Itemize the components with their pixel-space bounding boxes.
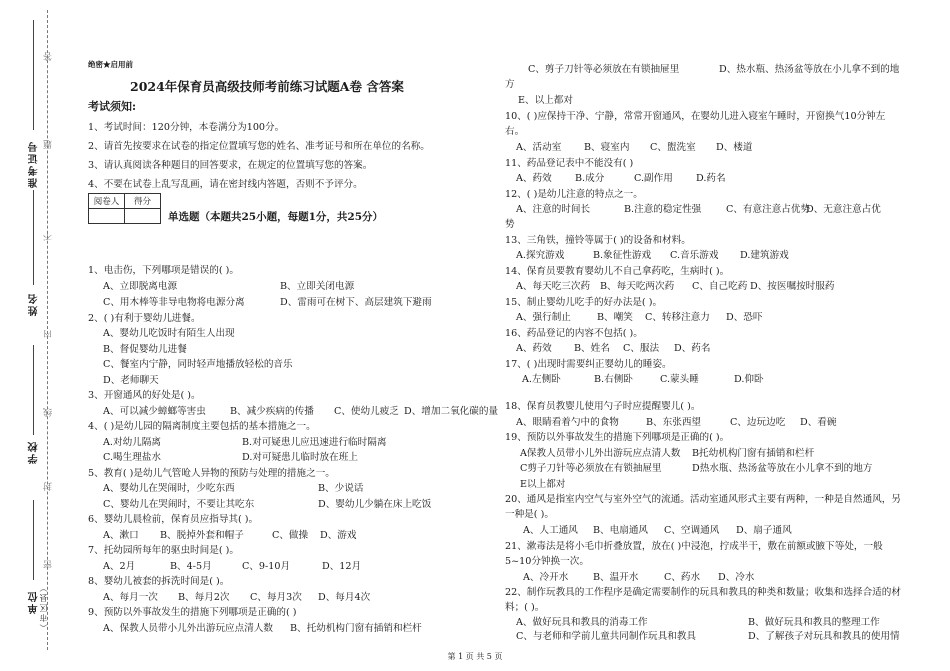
option[interactable]: A、药效 — [516, 343, 552, 354]
option[interactable]: A、眼睛看着勺中的食物 — [516, 417, 619, 428]
margin-mark-da: 答 — [44, 52, 54, 61]
option[interactable]: B、脱掉外套和帽子 — [160, 530, 244, 541]
option[interactable]: D、了解孩子对玩具和教具的使用情 — [748, 631, 900, 642]
option[interactable]: B、托幼机构门窗有插销和栏杆 — [290, 623, 422, 634]
option[interactable]: B、电扇通风 — [593, 525, 649, 536]
question-1: 1、电击伤，下列哪项是错误的( )。 — [88, 265, 239, 276]
notice-heading: 考试须知: — [88, 100, 137, 113]
option[interactable]: C、转移注意力 — [645, 312, 710, 323]
question-4: 4、( )是幼儿园的隔离制度主要包括的基本措施之一。 — [88, 421, 316, 432]
option[interactable]: A、冷开水 — [523, 572, 569, 583]
page-footer: 第 1 页 共 5 页 — [447, 652, 503, 661]
option[interactable]: C、盥洗室 — [650, 142, 696, 153]
xingming-label: 姓名 — [29, 292, 40, 316]
option[interactable]: E、以上都对 — [518, 95, 573, 106]
option[interactable]: A、活动室 — [516, 142, 562, 153]
option[interactable]: B、立即关闭电源 — [280, 281, 355, 292]
question-continuation: 右。 — [505, 126, 525, 137]
question-continuation: 一种是( )。 — [505, 509, 554, 520]
option[interactable]: D、扇子通风 — [736, 525, 792, 536]
option[interactable]: B.象征性游戏 — [593, 250, 652, 261]
zhunkaozheng-label: 准考证号 — [29, 140, 40, 188]
option[interactable]: B、减少疾病的传播 — [230, 406, 314, 417]
option[interactable]: C.蒙头睡 — [660, 374, 699, 385]
option[interactable]: D、婴幼儿少躺在床上吃饭 — [318, 499, 432, 510]
option-continuation: 势 — [505, 219, 515, 230]
score-cell[interactable] — [125, 209, 161, 224]
option[interactable]: C、9-10月 — [242, 561, 291, 572]
option[interactable]: B.对可疑患儿应迅速进行临时隔离 — [242, 437, 387, 448]
option[interactable]: A、立即脱离电源 — [103, 281, 178, 292]
margin-mark-feng: 封 — [44, 482, 54, 491]
question-17: 17、( )出现时需要纠正婴幼儿的睡姿。 — [505, 359, 672, 370]
option[interactable]: B、姓名 — [574, 343, 610, 354]
option[interactable]: C、与老师和学前儿童共同制作玩具和教具 — [516, 631, 697, 642]
option[interactable]: B、东张西望 — [646, 417, 702, 428]
option[interactable]: D、游戏 — [320, 530, 357, 541]
option[interactable]: C、使幼儿疲乏 — [334, 406, 399, 417]
question-12: 12、( )是幼儿注意的特点之一。 — [505, 189, 643, 200]
option[interactable]: B.成分 — [575, 173, 605, 184]
option[interactable]: D、老师聊天 — [103, 375, 159, 386]
option[interactable]: A、婴幼儿在哭闹时，少吃东西 — [103, 483, 235, 494]
question-21: 21、漱毒法是将小毛巾折叠放置，放在( )中浸泡，拧成半干，敷在前额或腋下等处，一般 — [505, 541, 883, 552]
option[interactable]: A、强行制止 — [516, 312, 571, 323]
question-continuation: 料；( )。 — [505, 602, 545, 613]
option[interactable]: A.探究游戏 — [516, 250, 565, 261]
question-20: 20、通风是指室内空气与室外空气的流通。活动室通风形式主要有两种，一种是自然通风，另 — [505, 494, 901, 505]
score-table-score-header: 得分 — [125, 194, 161, 209]
question-14: 14、保育员要教育婴幼儿不自己拿药吃，生病时( )。 — [505, 266, 730, 277]
option[interactable]: D、12月 — [322, 561, 362, 572]
option[interactable]: C、做操 — [272, 530, 309, 541]
option[interactable]: A、每天吃三次药 — [516, 281, 591, 292]
option[interactable]: A、婴幼儿吃饭时有陌生人出现 — [103, 328, 235, 339]
option[interactable]: B.右侧卧 — [594, 374, 633, 385]
shiquxian-label: （市区县） — [39, 582, 48, 632]
notice-item: 3、请认真阅读各种题目的回答要求，在规定的位置填写您的答案。 — [88, 160, 373, 171]
option[interactable]: D、楼道 — [716, 142, 753, 153]
option[interactable]: B、每天吃两次药 — [600, 281, 675, 292]
notice-item: 4、不要在试卷上乱写乱画，请在密封线内答题，否则不予评分。 — [88, 179, 363, 190]
option[interactable]: D、雷雨可在树下、高层建筑下避雨 — [280, 297, 432, 308]
notice-item: 1、考试时间：120分钟，本卷满分为100分。 — [88, 122, 285, 133]
option[interactable]: A、注意的时间长 — [516, 204, 591, 215]
reviewer-cell[interactable] — [89, 209, 125, 224]
option[interactable]: D、按医嘱按时服药 — [750, 281, 835, 292]
danwei-label: 单位 — [29, 590, 40, 614]
question-2: 2、( )有利于婴幼儿进餐。 — [88, 313, 201, 324]
option[interactable]: C、剪子刀针等必须放在有锁抽屉里 — [528, 64, 680, 75]
option[interactable]: B、做好玩具和教具的整理工作 — [748, 617, 880, 628]
notice-item: 2、请首先按要求在试卷的指定位置填写您的姓名、准考证号和所在单位的名称。 — [88, 141, 430, 152]
question-11: 11、药品登记表中不能没有( ) — [505, 158, 634, 169]
option[interactable]: C.副作用 — [634, 173, 673, 184]
option[interactable]: D.药名 — [696, 173, 726, 184]
option[interactable]: D热水瓶、热汤盆等放在小儿拿不到的地方 — [692, 463, 873, 474]
option[interactable]: C、服法 — [623, 343, 660, 354]
option[interactable]: D.仰卧 — [734, 374, 764, 385]
question-5: 5、教育( )是幼儿气管呛人异物的预防与处理的措施之一。 — [88, 468, 335, 479]
question-19: 19、预防以外事故发生的措施下列哪项是正确的( )。 — [505, 432, 730, 443]
option[interactable]: C.音乐游戏 — [670, 250, 719, 261]
question-10: 10、( )应保持干净、宁静，常常开窗通风，在婴幼儿进入寝室午睡时，开窗换气10分钟左 — [505, 111, 886, 122]
option[interactable]: D、无意注意占优 — [806, 204, 881, 215]
question-7: 7、托幼园所每年的驱虫时间是( )。 — [88, 545, 239, 556]
option[interactable]: B、寝室内 — [584, 142, 630, 153]
option[interactable]: E以上都对 — [520, 479, 566, 490]
question-continuation: 5~10分钟换一次。 — [505, 556, 589, 567]
option[interactable]: D、恐吓 — [726, 312, 763, 323]
option[interactable]: A、2月 — [103, 561, 136, 572]
question-15: 15、制止婴幼儿吃手的好办法是( )。 — [505, 297, 663, 308]
option[interactable]: A、人工通风 — [523, 525, 578, 536]
option[interactable]: C.喝生理盐水 — [103, 452, 162, 463]
option[interactable]: A保教人员带小儿外出游玩应点清人数 — [520, 448, 681, 459]
score-table-reviewer-header: 阅卷人 — [89, 194, 125, 209]
option[interactable]: B、少说话 — [318, 483, 364, 494]
xuexiao-field[interactable] — [33, 345, 34, 435]
option[interactable]: D、看碗 — [800, 417, 837, 428]
question-22: 22、制作玩教具的工作程序是确定需要制作的玩具和教具的种类和数量；收集和选择合适的材 — [505, 587, 901, 598]
option[interactable]: B、嘲笑 — [597, 312, 633, 323]
option[interactable]: B、温开水 — [593, 572, 639, 583]
option[interactable]: C剪子刀针等必须放在有锁抽屉里 — [520, 463, 662, 474]
option[interactable]: C、药水 — [664, 572, 701, 583]
option[interactable]: D.对可疑患儿临时放在班上 — [242, 452, 358, 463]
danwei-field[interactable] — [33, 500, 34, 580]
zhunkaozheng-field[interactable] — [33, 20, 34, 130]
option[interactable]: D.建筑游戏 — [740, 250, 789, 261]
question-8: 8、婴幼儿被套的拆洗时间是( )。 — [88, 576, 230, 587]
option[interactable]: C、每月3次 — [250, 592, 302, 603]
option[interactable]: C、有意注意占优势 — [726, 204, 811, 215]
question-9: 9、预防以外事故发生的措施下列哪项是正确的( ) — [88, 607, 297, 618]
xingming-field[interactable] — [33, 190, 34, 285]
margin-mark-xian: 线 — [44, 408, 54, 417]
xuexiao-label: 学校 — [29, 440, 40, 464]
option[interactable]: A.左侧卧 — [522, 374, 561, 385]
option[interactable]: D、热水瓶、热汤盆等放在小儿拿不到的地 — [719, 64, 900, 75]
question-16: 16、药品登记的内容不包括( )。 — [505, 328, 643, 339]
option[interactable]: D、增加二氧化碳的量 — [404, 406, 499, 417]
question-3: 3、开窗通风的好处是( )。 — [88, 390, 201, 401]
section-title: 单选题（本题共25小题，每题1分，共25分） — [168, 211, 384, 223]
margin-mark-mi: 密 — [44, 560, 54, 569]
option[interactable]: A、漱口 — [103, 530, 139, 541]
option[interactable]: D、药名 — [674, 343, 711, 354]
option[interactable]: C、餐室内宁静，同时轻声地播放轻松的音乐 — [103, 359, 293, 370]
margin-mark-bu: 不 — [44, 232, 54, 241]
option[interactable]: B、督促婴幼儿进餐 — [103, 344, 187, 355]
option[interactable]: A、可以减少蟑螂等害虫 — [103, 406, 206, 417]
option[interactable]: A、每月一次 — [103, 592, 158, 603]
option[interactable]: B.注意的稳定性强 — [624, 204, 702, 215]
option[interactable]: A.对幼儿隔离 — [103, 437, 161, 448]
option[interactable]: B、4-5月 — [170, 561, 212, 572]
option[interactable]: C、自己吃药 — [692, 281, 748, 292]
question-13: 13、三角铁，撞铃等属于( )的设备和材料。 — [505, 235, 691, 246]
option-continuation: 方 — [505, 79, 515, 90]
secret-mark: 绝密★启用前 — [88, 60, 133, 69]
option[interactable]: A、做好玩具和教具的消毒工作 — [516, 617, 648, 628]
option[interactable]: D、每月4次 — [318, 592, 371, 603]
option[interactable]: A、药效 — [516, 173, 552, 184]
option[interactable]: C、空调通风 — [664, 525, 720, 536]
option[interactable]: C、边玩边吃 — [730, 417, 786, 428]
option[interactable]: C、婴幼儿在哭闹时，不要让其吃东 — [103, 499, 255, 510]
option[interactable]: A、保教人员带小儿外出游玩应点清人数 — [103, 623, 274, 634]
page-title: 2024年保育员高级技师考前练习试题A卷 含答案 — [130, 79, 404, 94]
margin-mark-ti: 题 — [44, 140, 54, 149]
score-table — [88, 193, 161, 224]
question-6: 6、婴幼儿晨检前，保育员应指导其( )。 — [88, 514, 259, 525]
option[interactable]: B、每月2次 — [178, 592, 230, 603]
option[interactable]: B托幼机构门窗有插销和栏杆 — [692, 448, 815, 459]
option[interactable]: D、冷水 — [718, 572, 755, 583]
question-18: 18、保育员教婴儿使用勺子时应提醒婴儿( )。 — [505, 401, 701, 412]
margin-mark-nei: 内 — [44, 330, 54, 339]
option[interactable]: C、用木棒等非导电物将电源分离 — [103, 297, 245, 308]
